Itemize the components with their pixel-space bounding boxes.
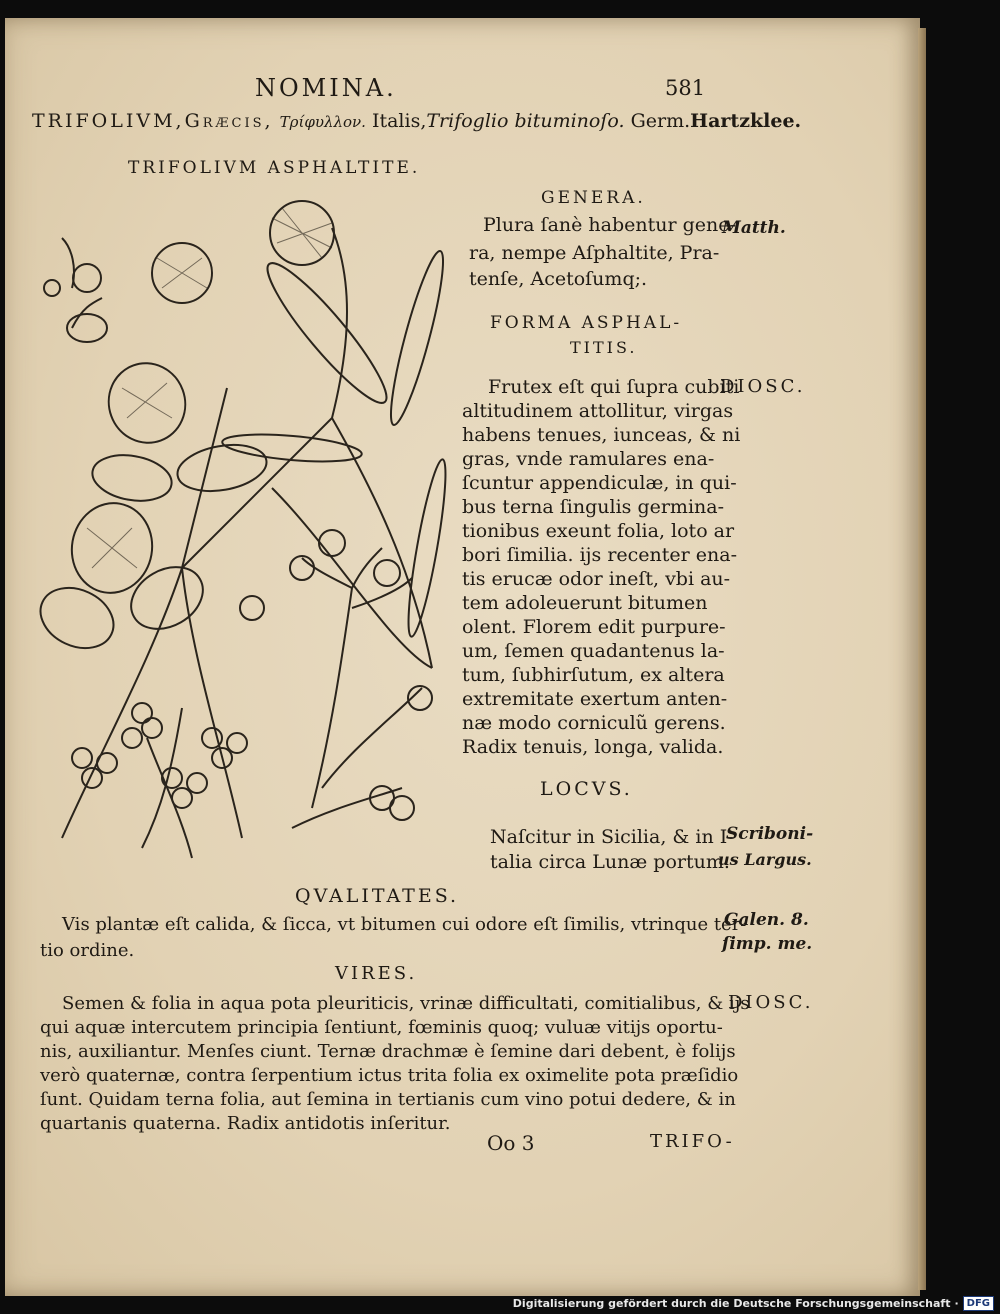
forma-line: Frutex eſt qui ſupra cubiti: [488, 376, 740, 398]
names-german: Hartzklee.: [690, 110, 802, 132]
forma-line: habens tenues, iunceas, & ni: [462, 424, 741, 446]
page-edge: [918, 28, 926, 1290]
names-italis: Italis,: [371, 110, 427, 132]
forma-heading-1: FORMA ASPHAL-: [490, 313, 683, 333]
locus-heading: LOCVS.: [540, 778, 633, 800]
genera-line-2: ra, nempe Aſphaltite, Pra-: [469, 242, 720, 264]
names-italian: Trifoglio bituminoſo.: [426, 110, 625, 132]
signature-mark: Oo 3: [487, 1131, 535, 1155]
forma-heading-2: TITIS.: [570, 338, 638, 357]
locus-line-1: Naſcitur in Sicilia, & in I-: [490, 826, 734, 848]
footer-text: Digitalisierung gefördert durch die Deutsche Forschungsgemeinschaft: [512, 1297, 951, 1310]
forma-margin-note: DIOSC.: [720, 376, 806, 397]
forma-line: tionibus exeunt folia, loto ar: [462, 520, 735, 542]
forma-line: tis erucæ odor ineſt, vbi au-: [462, 568, 731, 590]
qualitates-line-2: tio ordine.: [40, 940, 135, 961]
digitization-footer: [513, 1296, 994, 1311]
forma-line: bori ſimilia. ijs recenter ena-: [462, 544, 737, 566]
vires-heading: VIRES.: [335, 963, 418, 984]
names-greek: Τρίφυλλον.: [279, 113, 366, 131]
genera-line-3: tenſe, Acetoſumq;.: [469, 268, 648, 290]
page-number: 581: [665, 76, 706, 100]
forma-line: bus terna ſingulis germina-: [462, 496, 725, 518]
forma-line: tem adoleuerunt bitumen: [462, 592, 708, 614]
vires-line: qui aquæ intercutem principia ſentiunt, fœminis quoq; vuluæ vitijs oportu-: [40, 1017, 723, 1038]
forma-line: tum, ſubhirſutum, ex altera: [462, 664, 725, 686]
names-germ: Germ.: [630, 110, 691, 132]
vires-line: ſunt. Quidam terna folia, aut ſemina in tertianis cum vino potui dedere, & in: [40, 1089, 736, 1110]
locus-margin-note-2: us Largus.: [718, 850, 812, 869]
figure-caption: TRIFOLIVM ASPHALTITE.: [128, 158, 421, 178]
qualitates-heading: QVALITATES.: [295, 885, 460, 907]
trifolium-woodcut-illustration: [32, 188, 457, 878]
vires-line: quartanis quaterna. Radix antidotis inſeritur.: [40, 1113, 451, 1134]
forma-line: olent. Florem edit purpure-: [462, 616, 726, 638]
names-latin: TRIFOLIVM,Græcis,: [32, 110, 274, 132]
forma-line: gras, vnde ramulares ena-: [462, 448, 715, 470]
vires-line: Semen & folia in aqua pota pleuriticis, vrinæ difficultati, comitialibus, & ijs: [62, 993, 750, 1014]
genera-heading: GENERA.: [541, 188, 646, 208]
names-line: [32, 112, 801, 131]
locus-margin-note-1: Scriboni-: [726, 824, 814, 844]
forma-line: um, ſemen quadantenus la-: [462, 640, 725, 662]
genera-line-1: Plura ſanè habentur gene-: [483, 214, 736, 236]
qualitates-line-1: Vis plantæ eſt calida, & ſicca, vt bitumen cui odore eſt ſimilis, vtrinque ter-: [62, 914, 747, 935]
forma-line: Radix tenuis, longa, valida.: [462, 736, 724, 758]
vires-margin-note: DIOSC.: [728, 992, 814, 1013]
forma-line: extremitate exertum anten-: [462, 688, 728, 710]
forma-line: næ modo corniculũ gerens.: [462, 712, 726, 734]
qualitates-margin-note-2: ſimp. me.: [722, 934, 813, 954]
catchword: TRIFO-: [650, 1131, 735, 1152]
forma-line: ſcuntur appendiculæ, in qui-: [462, 472, 737, 494]
qualitates-margin-note-1: Galen. 8.: [724, 910, 809, 930]
page-title: NOMINA.: [255, 74, 397, 102]
vires-line: verò quaternæ, contra ſerpentium ictus trita folia ex oximelite pota præſidio: [40, 1065, 739, 1086]
forma-line: altitudinem attollitur, virgas: [462, 400, 734, 422]
dfg-logo: DFG: [963, 1296, 994, 1311]
vires-line: nis, auxiliantur. Menſes ciunt. Ternæ drachmæ è ſemine dari debent, è folijs: [40, 1041, 736, 1062]
genera-margin-note: Matth.: [722, 218, 786, 238]
footer-separator: ·: [954, 1297, 959, 1310]
locus-line-2: talia circa Lunæ portum.: [490, 851, 730, 873]
